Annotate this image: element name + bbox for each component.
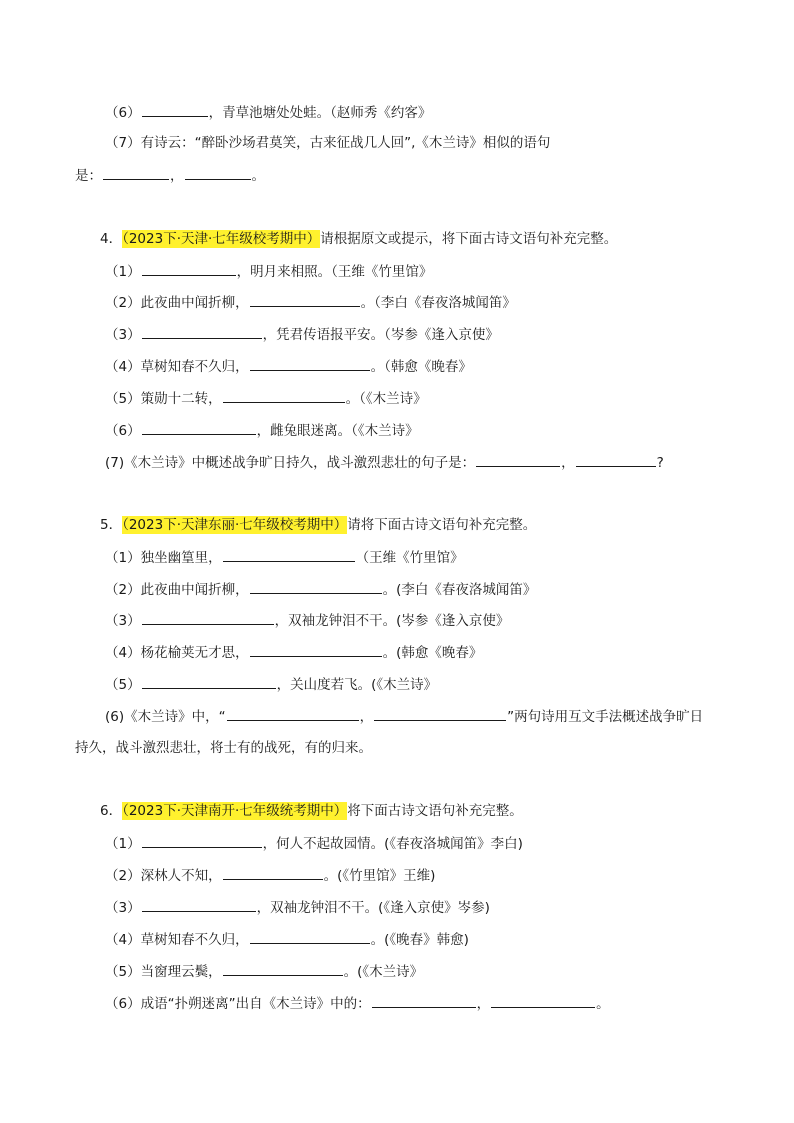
item-text: 。（李白《春夜洛城闻笛》 (360, 295, 516, 311)
item-text: 草树知春不久归， (140, 359, 249, 375)
item-text: ，雌兔眼迷离。（《木兰诗》 (256, 423, 419, 439)
question-instruction: 请将下面古诗文语句补充完整。 (347, 517, 537, 533)
answer-blank[interactable] (223, 548, 355, 562)
answer-blank[interactable] (142, 611, 274, 625)
item-text: ， (170, 168, 184, 184)
answer-blank[interactable] (250, 293, 360, 307)
item-text: 独坐幽篁里， (140, 550, 222, 566)
answer-blank[interactable] (250, 357, 370, 371)
q6-item-6 (0, 994, 794, 1013)
question-instruction: 请根据原文或提示，将下面古诗文语句补充完整。 (320, 231, 618, 247)
answer-blank[interactable] (223, 962, 343, 976)
item-number: （1） (105, 550, 141, 566)
item-number: （6） (105, 423, 141, 439)
item-text: 《木兰诗》中，“ (124, 709, 226, 725)
answer-blank[interactable] (142, 262, 236, 276)
q4-item-4 (0, 357, 794, 376)
item-number: （1） (105, 264, 141, 280)
item-text: 此夜曲中闻折柳， (140, 295, 249, 311)
item-number: （2） (105, 582, 141, 598)
q5-item-2 (0, 580, 794, 599)
item-number: （1） (105, 836, 141, 852)
answer-blank[interactable] (142, 325, 262, 339)
item-number: （2） (105, 868, 141, 884)
q6-item-5 (0, 962, 794, 981)
item-number: (7) (105, 455, 125, 471)
item-text: 。(《晚春》韩愈) (370, 932, 469, 948)
item-number: （3） (105, 327, 141, 343)
q6-item-1 (0, 834, 794, 853)
item-text: 草树知春不久归， (140, 932, 249, 948)
q4-item-6 (0, 421, 794, 440)
q4-heading (0, 230, 794, 248)
answer-blank[interactable] (250, 580, 382, 594)
item-text: ? (656, 455, 664, 471)
q4-item-2 (0, 293, 794, 312)
item-text: 是： (75, 168, 102, 184)
answer-blank[interactable] (250, 643, 382, 657)
question-number: 6． (100, 803, 123, 819)
item-number: （6） (105, 996, 141, 1012)
item-number: （4） (105, 932, 141, 948)
q4-item-1 (0, 262, 794, 281)
q4-item-5 (0, 389, 794, 408)
item-text: 持久，战斗激烈悲壮，将士有的战死，有的归来。 (75, 740, 372, 756)
q5-heading (0, 516, 794, 534)
item-number: （3） (105, 900, 141, 916)
answer-blank[interactable] (142, 675, 276, 689)
item-text: 《木兰诗》中概述战争旷日持久，战斗激烈悲壮的句子是： (124, 455, 476, 471)
item-number: （5） (105, 964, 141, 980)
item-text: ，凭君传语报平安。（岑参《逢入京使》 (262, 327, 499, 343)
item-text: 。 (251, 168, 265, 184)
q5-item-3 (0, 611, 794, 630)
item-text: 。(韩愈《晚春》 (382, 645, 483, 661)
q3-item-7-continued (0, 166, 794, 185)
question-instruction: 将下面古诗文语句补充完整。 (347, 803, 523, 819)
answer-blank[interactable] (103, 166, 169, 180)
answer-blank[interactable] (142, 103, 208, 117)
q6-item-3 (0, 898, 794, 917)
answer-blank[interactable] (142, 421, 256, 435)
item-text: 。（《木兰诗》 (345, 391, 427, 407)
item-text: ”两句诗用互文手法概述战争旷日 (507, 709, 704, 725)
item-text: 此夜曲中闻折柳， (140, 582, 249, 598)
item-text: 。（韩愈《晚春》 (370, 359, 472, 375)
item-number: （4） (105, 645, 141, 661)
item-text: 。(李白《春夜洛城闻笛》 (382, 582, 537, 598)
answer-blank[interactable] (223, 389, 345, 403)
item-number: (6) (105, 709, 125, 725)
q4-item-7 (0, 453, 794, 472)
item-text: ，双袖龙钟泪不干。(岑参《逢入京使》 (274, 613, 510, 629)
answer-blank[interactable] (491, 994, 595, 1008)
q5-item-1 (0, 548, 794, 567)
source-tag: （2023下·天津东丽·七年级校考期中） (122, 517, 348, 533)
answer-blank[interactable] (476, 453, 560, 467)
question-number: 5． (100, 517, 123, 533)
item-text: ，何人不起故园情。(《春夜洛城闻笛》李白) (262, 836, 523, 852)
item-number: （5） (105, 677, 141, 693)
item-text: ，青草池塘处处蛙。（赵师秀《约客》 (208, 105, 432, 121)
q3-item-7 (0, 134, 794, 152)
item-text: ， (561, 455, 575, 471)
item-number: （6） (105, 105, 141, 121)
item-text: （王维《竹里馆》 (355, 550, 464, 566)
q5-item-4 (0, 643, 794, 662)
item-text: 当窗理云鬓， (140, 964, 222, 980)
q6-item-2 (0, 866, 794, 885)
item-number: （5） (105, 391, 141, 407)
item-text: 深林人不知， (140, 868, 222, 884)
item-text: 有诗云：“醉卧沙场君莫笑，古来征战几人回”,《木兰诗》相似的语句 (140, 135, 551, 151)
item-text: ， (359, 709, 374, 725)
answer-blank[interactable] (576, 453, 656, 467)
item-number: （2） (105, 295, 141, 311)
q3-item-6 (0, 103, 794, 122)
item-text: ，关山度若飞。(《木兰诗》 (276, 677, 438, 693)
item-text: ，双袖龙钟泪不干。(《逢入京使》岑参) (256, 900, 490, 916)
item-text: 策勋十二转， (140, 391, 222, 407)
answer-blank[interactable] (185, 166, 251, 180)
answer-blank[interactable] (223, 866, 323, 880)
item-text: 杨花榆荚无才思， (140, 645, 249, 661)
item-number: （3） (105, 613, 141, 629)
item-number: （4） (105, 359, 141, 375)
answer-blank[interactable] (142, 898, 256, 912)
answer-blank[interactable] (227, 707, 359, 721)
item-text: 。(《竹里馆》王维) (323, 868, 436, 884)
q4-item-3 (0, 325, 794, 344)
answer-blank[interactable] (372, 994, 476, 1008)
item-text: ，明月来相照。（王维《竹里馆》 (236, 264, 433, 280)
q6-heading (0, 802, 794, 820)
answer-blank[interactable] (250, 930, 370, 944)
item-text: ， (476, 996, 491, 1012)
q5-item-6-continued (0, 739, 794, 757)
answer-blank[interactable] (374, 707, 506, 721)
item-text: 。 (596, 996, 610, 1012)
answer-blank[interactable] (142, 834, 262, 848)
item-text: 。(《木兰诗》 (343, 964, 424, 980)
item-number: （7） (105, 135, 141, 151)
item-text: 成语“扑朔迷离”出自《木兰诗》中的： (140, 996, 371, 1012)
q5-item-6 (0, 707, 794, 726)
q6-item-4 (0, 930, 794, 949)
q5-item-5 (0, 675, 794, 694)
source-tag: （2023下·天津南开·七年级统考期中） (122, 803, 348, 819)
source-tag: （2023下·天津·七年级校考期中） (122, 231, 321, 247)
question-number: 4． (100, 231, 123, 247)
